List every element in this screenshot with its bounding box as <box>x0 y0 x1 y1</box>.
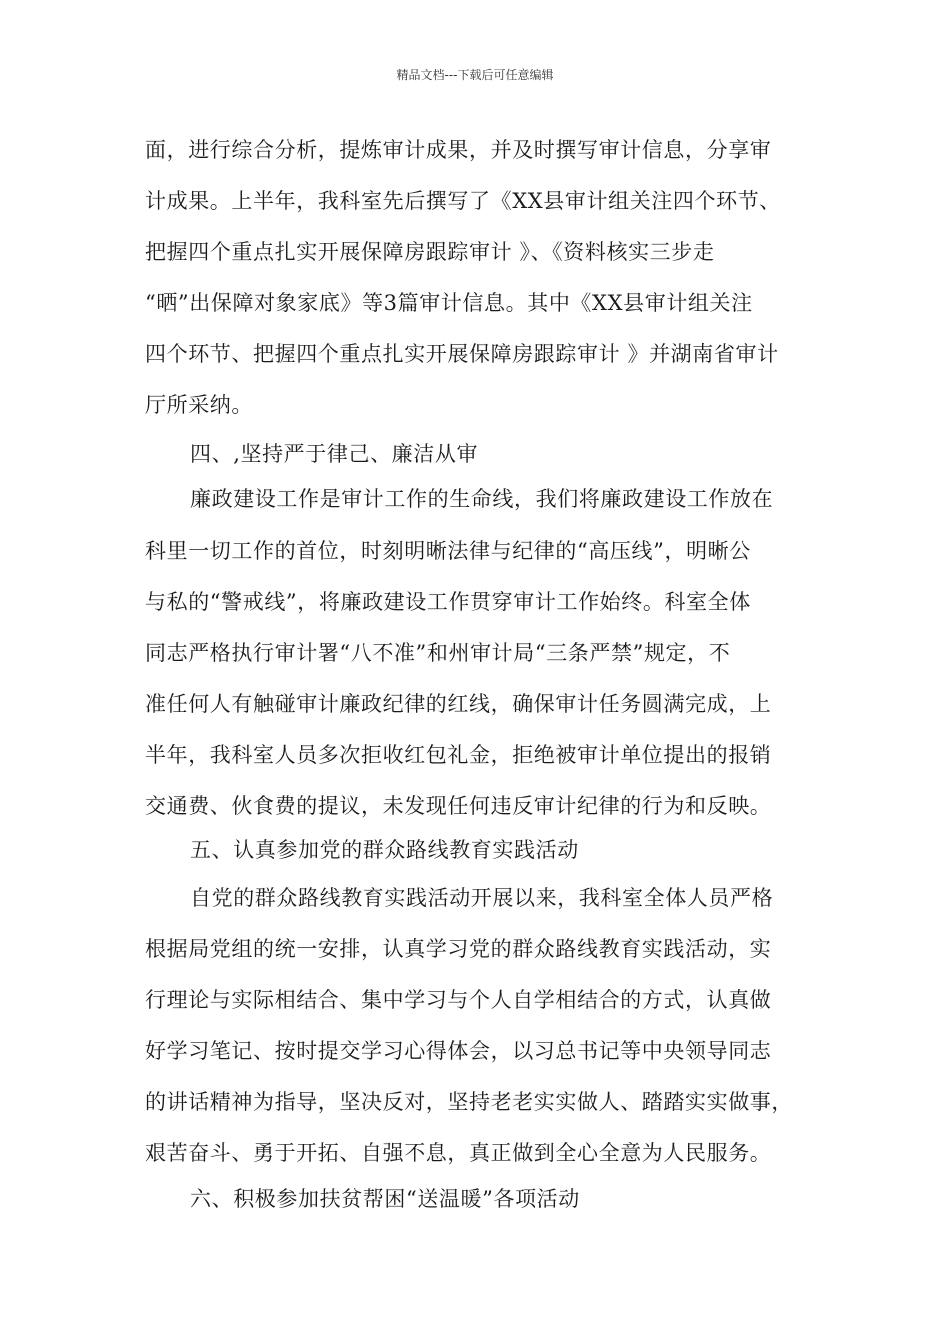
text-line: 准任何人有触碰审计廉政纪律的红线，确保审计任务圆满完成，上 <box>145 692 772 716</box>
text-line: 自党的群众路线教育实践活动开展以来，我科室全体人员严格 <box>190 886 774 910</box>
text-line: “晒”出保障对象家底》等3篇审计信息。其中《XX县审计组关注 <box>145 291 753 315</box>
text-line: 面，进行综合分析，提炼审计成果，并及时撰写审计信息，分享审 <box>145 138 772 162</box>
text-line: 厅所采纳。 <box>145 393 253 417</box>
text-line: 科里一切工作的首位，时刻明晰法律与纪律的“高压线”，明晰公 <box>145 539 751 563</box>
text-line: 与私的“警戒线”，将廉政建设工作贯穿审计工作始终。科室全体 <box>145 590 751 614</box>
section-heading: 六、积极参加扶贫帮困“送温暖”各项活动 <box>190 1187 580 1211</box>
section-heading: 四、,坚持严于律己、廉洁从审 <box>190 442 479 466</box>
text-line: 交通费、伙食费的提议，未发现任何违反审计纪律的行为和反映。 <box>145 794 772 818</box>
text-line: 行理论与实际相结合、集中学习与个人自学相结合的方式，认真做 <box>145 988 772 1012</box>
text-line: 计成果。上半年，我科室先后撰写了《XX县审计组关注四个环节、 <box>145 189 781 213</box>
page-header: 精品文档---下载后可任意编辑 <box>396 68 554 82</box>
text-line: 根据局党组的统一安排，认真学习党的群众路线教育实践活动，实 <box>145 937 772 961</box>
text-line: 廉政建设工作是审计工作的生命线，我们将廉政建设工作放在 <box>190 487 774 511</box>
text-line: 艰苦奋斗、勇于开拓、自强不息，真正做到全心全意为人民服务。 <box>145 1141 772 1165</box>
text-line: 的讲话精神为指导，坚决反对，坚持老老实实做人、踏踏实实做事， <box>145 1090 793 1114</box>
text-line: 同志严格执行审计署“八不准”和州审计局“三条严禁”规定，不 <box>145 641 731 665</box>
text-line: 四个环节、把握四个重点扎实开展保障房跟踪审计 》并湖南省审计 <box>145 342 779 366</box>
text-line: 半年，我科室人员多次拒收红包礼金，拒绝被审计单位提出的报销 <box>145 743 772 767</box>
section-heading: 五、认真参加党的群众路线教育实践活动 <box>190 838 579 862</box>
text-line: 把握四个重点扎实开展保障房跟踪审计 》、《资料核实三步走 <box>145 240 715 264</box>
text-line: 好学习笔记、按时提交学习心得体会，以习总书记等中央领导同志 <box>145 1039 772 1063</box>
